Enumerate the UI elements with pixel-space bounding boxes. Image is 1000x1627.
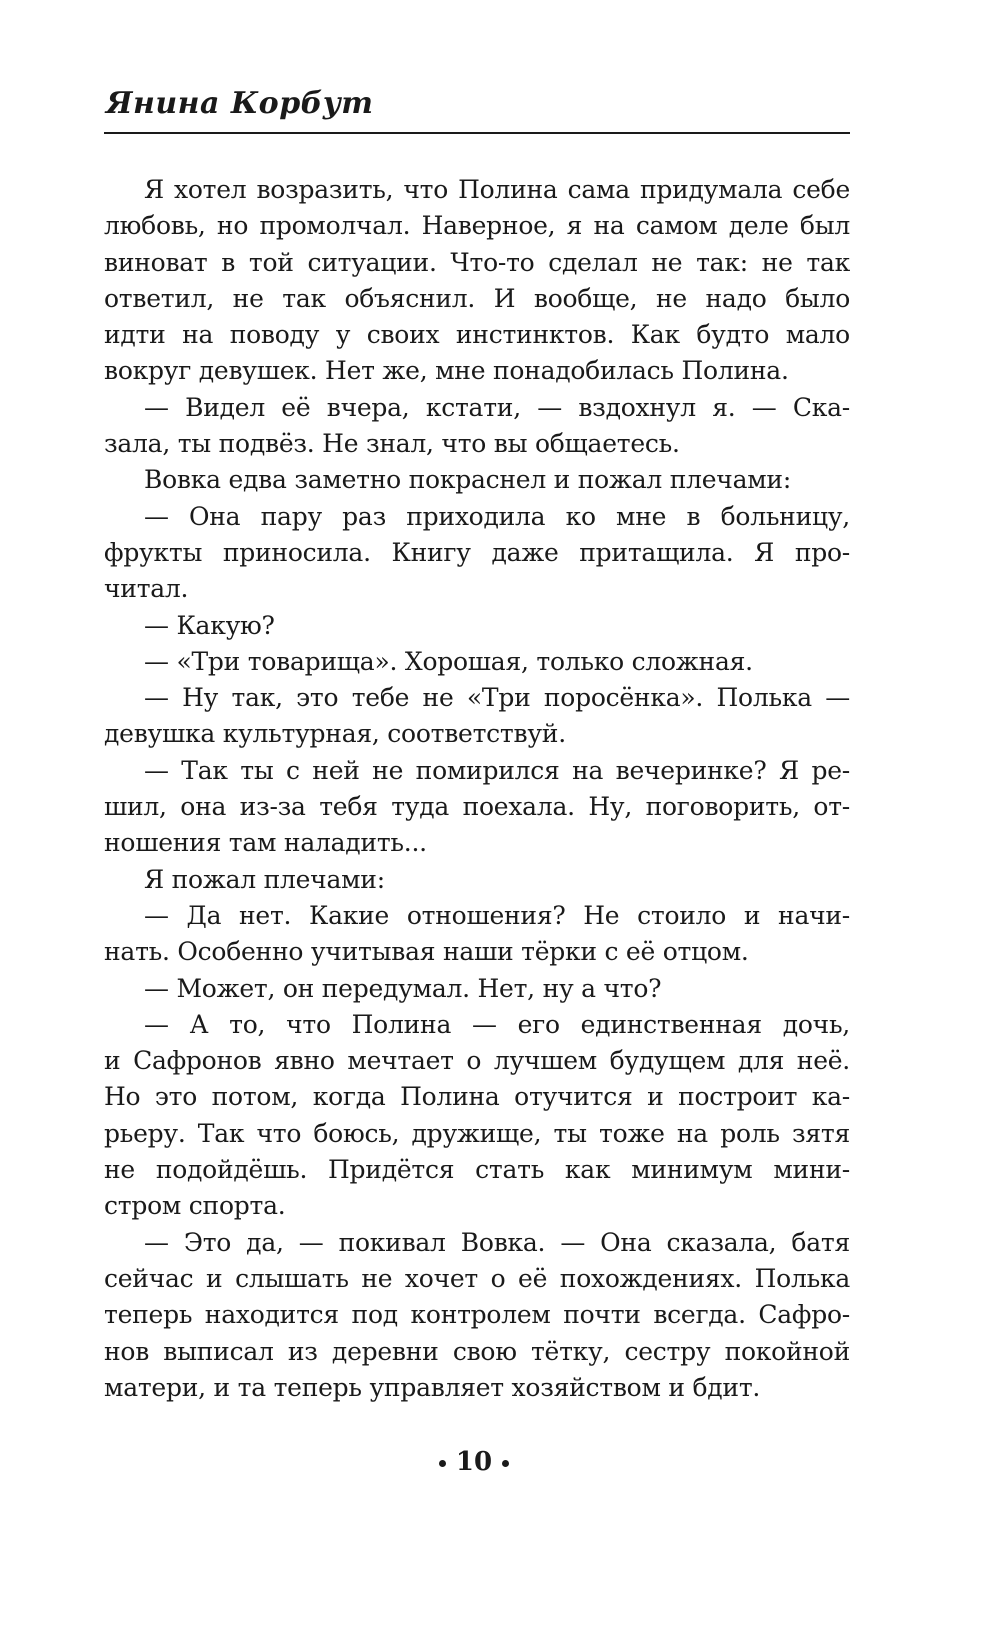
text-line: — «Три товарища». Хорошая, только сложная. <box>144 646 753 676</box>
text-line: не подойдёшь. Придётся стать как минимум мини- <box>104 1155 850 1185</box>
folio-dot-right <box>502 1460 509 1467</box>
text-line: ответил, не так объяснил. И вообще, не надо было <box>104 283 850 313</box>
text-line: матери, и та теперь управляет хозяйством и бдит. <box>104 1372 761 1402</box>
text-line: — Какую? <box>144 610 275 640</box>
text-line: ношения там наладить... <box>104 828 427 858</box>
text-line: сейчас и слышать не хочет о её похождениях. Полька <box>104 1263 850 1293</box>
text-line: Я пожал плечами: <box>144 864 385 894</box>
text-line: шил, она из-за тебя туда поехала. Ну, поговорить, от- <box>104 792 850 822</box>
text-line: — Может, он передумал. Нет, ну а что? <box>144 973 662 1003</box>
page-folio <box>0 1442 948 1482</box>
text-line: идти на поводу у своих инстинктов. Как будто мало <box>104 320 850 350</box>
text-line: — Она пару раз приходила ко мне в больницу, <box>144 501 850 531</box>
page-number: 10 <box>455 1447 493 1477</box>
text-line: — Ну так, это тебе не «Три поросёнка». Полька — <box>144 683 850 713</box>
text-line: рьеру. Так что боюсь, дружище, ты тоже на роль зятя <box>104 1118 850 1148</box>
text-line: любовь, но промолчал. Наверное, я на самом деле был <box>104 211 850 241</box>
running-head <box>104 84 850 134</box>
text-line: виноват в той ситуации. Что-то сделал не так: не так <box>104 247 850 277</box>
text-line: Вовка едва заметно покраснел и пожал плечами: <box>144 465 792 495</box>
text-line: читал. <box>104 574 189 604</box>
text-line: Но это потом, когда Полина отучится и построит ка- <box>104 1082 850 1112</box>
text-line: теперь находится под контролем почти всегда. Сафро- <box>104 1300 850 1330</box>
body-text <box>104 172 850 1406</box>
text-line: — Это да, — покивал Вовка. — Она сказала, батя <box>144 1227 850 1257</box>
text-line: фрукты приносила. Книгу даже притащила. Я про- <box>104 537 850 567</box>
text-line: Я хотел возразить, что Полина сама придумала себе <box>144 175 850 204</box>
folio-dot-left <box>439 1460 446 1467</box>
running-head-author: Янина Корбут <box>106 86 374 121</box>
text-line: и Сафронов явно мечтает о лучшем будущем для неё. <box>104 1046 850 1076</box>
text-line: — А то, что Полина — его единственная дочь, <box>144 1009 850 1039</box>
text-line: вокруг девушек. Нет же, мне понадобилась Полина. <box>104 356 789 386</box>
text-line: — Видел её вчера, кстати, — вздохнул я. — Ска- <box>144 392 850 422</box>
text-line: — Да нет. Какие отношения? Не стоило и начи- <box>144 900 850 930</box>
text-line: — Так ты с ней не помирился на вечеринке? Я ре- <box>144 755 850 785</box>
text-line: зала, ты подвёз. Не знал, что вы общаетесь. <box>104 429 680 459</box>
text-line: стром спорта. <box>104 1191 286 1221</box>
text-line: девушка культурная, соответствуй. <box>104 719 566 749</box>
text-line: нать. Особенно учитывая наши тёрки с её отцом. <box>104 937 749 967</box>
text-line: нов выписал из деревни свою тётку, сестру покойной <box>104 1336 850 1366</box>
